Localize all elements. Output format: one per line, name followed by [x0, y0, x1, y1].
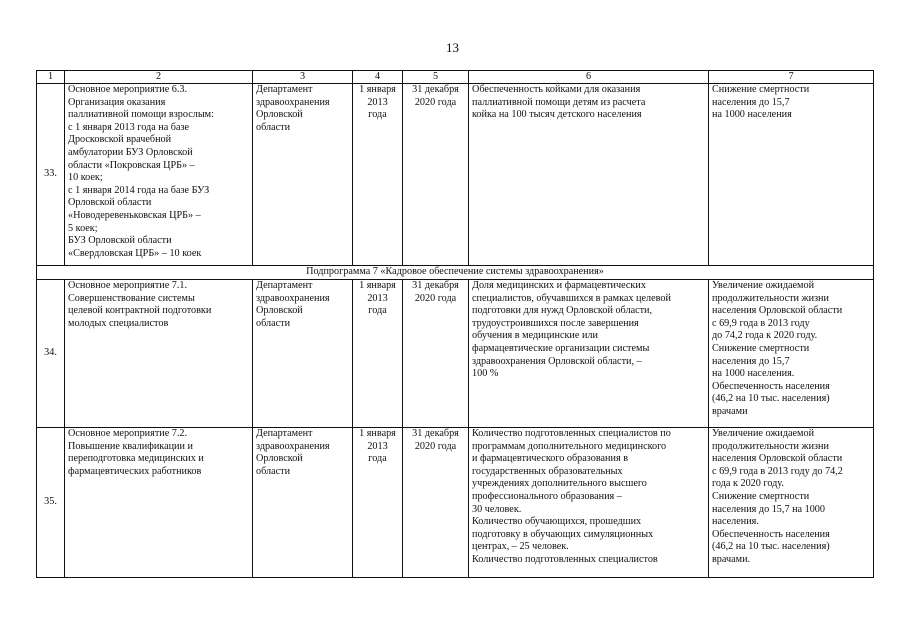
cell-text-line: области: [256, 465, 291, 477]
cell-text-line: врачами.: [712, 553, 751, 565]
page-number: 13: [446, 40, 459, 55]
cell-text-line: 2013: [367, 440, 388, 452]
cell-text-line: подготовку в обучающих симуляционных: [472, 528, 654, 540]
cell-text-line: года к 2020 году.: [712, 478, 784, 490]
executor-cell: [253, 428, 353, 578]
indicator-cell: [469, 280, 709, 428]
column-number: 4: [353, 71, 403, 84]
cell-text-line: 2013: [367, 292, 388, 304]
cell-text-line: Основное мероприятие 6.3.: [68, 84, 188, 95]
program-measures-table: [36, 70, 874, 578]
cell-text-line: Обеспеченность населения: [712, 528, 830, 540]
cell-text-line: Совершенствование системы: [68, 292, 195, 304]
cell-text-line: Увеличение ожидаемой: [712, 428, 815, 439]
column-number: 5: [403, 71, 469, 84]
cell-text-line: с 1 января 2014 года на базе БУЗ: [68, 184, 210, 196]
cell-text-line: Основное мероприятие 7.2.: [68, 428, 188, 439]
cell-text-line: населения Орловской области: [712, 453, 843, 465]
cell-text-line: фармацевтические организации системы: [472, 342, 650, 354]
cell-text-line: области «Покровская ЦРБ» –: [68, 159, 195, 171]
cell-text-line: Орловской: [256, 305, 303, 317]
executor-cell: [253, 84, 353, 266]
cell-text-line: года: [368, 453, 387, 465]
end-date-cell: [403, 428, 469, 578]
cell-text-line: года: [368, 305, 387, 317]
cell-text-line: Снижение смертности: [712, 84, 810, 95]
cell-text-line: фармацевтических работников: [68, 465, 202, 477]
table-row: [37, 428, 874, 578]
row-number: 35.: [37, 428, 65, 578]
cell-text-line: подготовки для нужд Орловской области,: [472, 305, 653, 317]
row-number: 34.: [37, 280, 65, 428]
cell-text-line: Орловской области: [68, 197, 152, 209]
cell-text-line: области: [256, 121, 291, 133]
start-date-cell: [353, 280, 403, 428]
cell-text-line: Количество подготовленных специалистов по: [472, 428, 671, 439]
row-number: 33.: [37, 84, 65, 266]
cell-text-line: до 74,2 года к 2020 году.: [712, 330, 818, 342]
cell-text-line: профессионального образования –: [472, 490, 622, 502]
expected-result-cell: [709, 428, 874, 578]
cell-text-line: населения до 15,7: [712, 355, 790, 367]
cell-text-line: паллиативной помощи детям из расчета: [472, 96, 646, 108]
cell-text-line: года: [368, 109, 387, 121]
cell-text-line: «Свердловская ЦРБ» – 10 коек: [68, 247, 202, 259]
cell-text-line: населения до 15,7 на 1000: [712, 503, 825, 515]
indicator-cell: [469, 428, 709, 578]
cell-text-line: Департамент: [256, 428, 313, 439]
cell-text-line: Департамент: [256, 84, 313, 95]
cell-text-line: (46,2 на 10 тыс. населения): [712, 393, 830, 405]
cell-text-line: населения.: [712, 516, 759, 528]
executor-cell: [253, 280, 353, 428]
cell-text-line: здравоохранения Орловской области, –: [472, 355, 642, 367]
cell-text-line: 2013: [367, 96, 388, 108]
cell-text-line: Доля медицинских и фармацевтических: [472, 280, 646, 291]
cell-text-line: Дросковской врачебной: [68, 134, 172, 146]
cell-text-line: учреждениях дополнительного высшего: [472, 478, 647, 490]
end-date-cell: [403, 84, 469, 266]
cell-text-line: 2020 года: [414, 96, 457, 108]
cell-text-line: паллиативной помощи взрослым:: [68, 109, 214, 121]
cell-text-line: Департамент: [256, 280, 313, 291]
cell-text-line: населения Орловской области: [712, 305, 843, 317]
cell-text-line: продолжительности жизни: [712, 440, 829, 452]
cell-text-line: на 1000 населения.: [712, 368, 795, 380]
cell-text-line: и фармацевтического образования в: [472, 453, 628, 465]
column-number: 3: [253, 71, 353, 84]
cell-text-line: Повышение квалификации и: [68, 440, 193, 452]
cell-text-line: Организация оказания: [68, 96, 166, 108]
cell-text-line: программам дополнительного медицинского: [472, 440, 667, 452]
start-date-cell: [353, 428, 403, 578]
cell-text-line: трудоустроившихся после завершения: [472, 317, 639, 329]
cell-text-line: Основное мероприятие 7.1.: [68, 280, 188, 291]
cell-text-line: Количество подготовленных специалистов: [472, 553, 658, 565]
subprogram-heading: Подпрограмма 7 «Кадровое обеспечение системы здравоохранения»: [37, 266, 874, 280]
cell-text-line: 1 января: [359, 84, 396, 95]
cell-text-line: 100 %: [472, 368, 499, 380]
cell-text-line: Увеличение ожидаемой: [712, 280, 815, 291]
cell-text-line: Количество обучающихся, прошедших: [472, 516, 642, 528]
expected-result-cell: [709, 280, 874, 428]
cell-text-line: койка на 100 тысяч детского населения: [472, 109, 642, 121]
column-number: 6: [469, 71, 709, 84]
cell-text-line: Обеспеченность койками для оказания: [472, 84, 641, 95]
cell-text-line: центрах, – 25 человек.: [472, 541, 569, 553]
cell-text-line: на 1000 населения: [712, 109, 792, 121]
cell-text-line: Снижение смертности: [712, 342, 810, 354]
cell-text-line: обучения в медицинские или: [472, 330, 598, 342]
cell-text-line: 2020 года: [414, 292, 457, 304]
cell-text-line: населения до 15,7: [712, 96, 790, 108]
column-number: 7: [709, 71, 874, 84]
table-row: [37, 280, 874, 428]
column-number: 2: [65, 71, 253, 84]
end-date-cell: [403, 280, 469, 428]
cell-text-line: врачами: [712, 405, 748, 417]
cell-text-line: Обеспеченность населения: [712, 380, 830, 392]
cell-text-line: 2020 года: [414, 440, 457, 452]
cell-text-line: продолжительности жизни: [712, 292, 829, 304]
cell-text-line: с 69,9 года в 2013 году до 74,2: [712, 465, 843, 477]
cell-text-line: с 69,9 года в 2013 году: [712, 317, 810, 329]
cell-text-line: 31 декабря: [412, 428, 459, 439]
cell-text-line: (46,2 на 10 тыс. населения): [712, 541, 830, 553]
cell-text-line: 31 декабря: [412, 280, 459, 291]
cell-text-line: переподготовка медицинских и: [68, 453, 204, 465]
cell-text-line: области: [256, 317, 291, 329]
cell-text-line: 1 января: [359, 428, 396, 439]
cell-text-line: 1 января: [359, 280, 396, 291]
cell-text-line: амбулатории БУЗ Орловской: [68, 146, 193, 158]
expected-result-cell: [709, 84, 874, 266]
start-date-cell: [353, 84, 403, 266]
table-row: [37, 84, 874, 266]
cell-text-line: специалистов, обучавшихся в рамках целевой: [472, 292, 671, 304]
cell-text-line: Орловской: [256, 109, 303, 121]
cell-text-line: 5 коек;: [68, 222, 98, 234]
cell-text-line: государственных образовательных: [472, 465, 623, 477]
column-number-row: [37, 71, 874, 84]
cell-text-line: «Новодеревеньковская ЦРБ» –: [68, 209, 201, 221]
measure-cell: [65, 84, 253, 266]
cell-text-line: целевой контрактной подготовки: [68, 305, 212, 317]
cell-text-line: здравоохранения: [256, 440, 330, 452]
cell-text-line: с 1 января 2013 года на базе: [68, 121, 190, 133]
measure-cell: [65, 280, 253, 428]
measure-cell: [65, 428, 253, 578]
column-number: 1: [37, 71, 65, 84]
cell-text-line: 10 коек;: [68, 172, 103, 184]
cell-text-line: 31 декабря: [412, 84, 459, 95]
cell-text-line: Снижение смертности: [712, 490, 810, 502]
cell-text-line: здравоохранения: [256, 292, 330, 304]
cell-text-line: молодых специалистов: [68, 317, 169, 329]
cell-text-line: БУЗ Орловской области: [68, 235, 172, 247]
cell-text-line: здравоохранения: [256, 96, 330, 108]
cell-text-line: Орловской: [256, 453, 303, 465]
subprogram-heading-row: [37, 266, 874, 280]
cell-text-line: 30 человек.: [472, 503, 522, 515]
indicator-cell: [469, 84, 709, 266]
